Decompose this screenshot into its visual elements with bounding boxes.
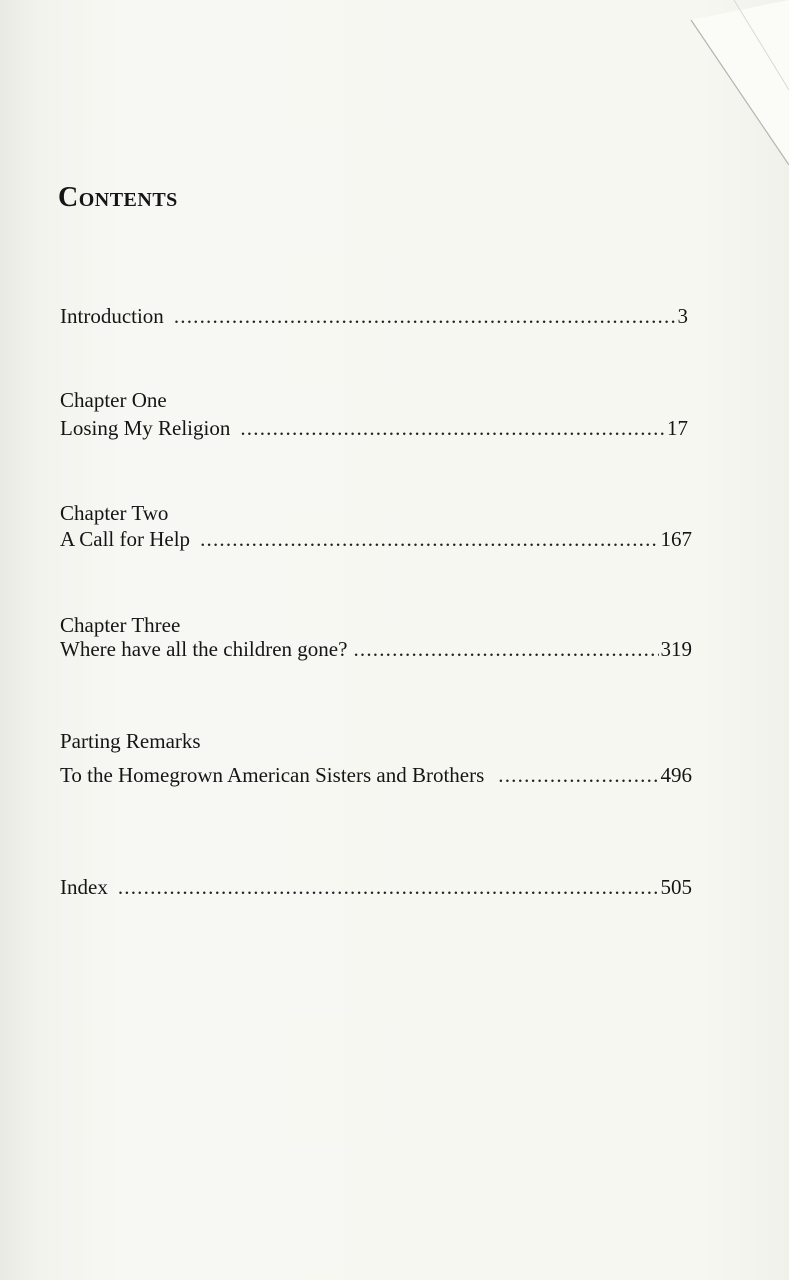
dot-leader — [353, 636, 658, 662]
toc-page-number: 505 — [660, 875, 692, 899]
toc-page-number: 496 — [660, 763, 692, 787]
toc-entry-label: Losing My Religion — [60, 416, 231, 440]
chapter-three-label: Chapter Three — [60, 613, 181, 637]
dot-leader — [118, 874, 659, 900]
dot-leader — [200, 526, 658, 552]
chapter-one-label: Chapter One — [60, 388, 167, 412]
toc-page-number: 17 — [667, 416, 688, 440]
parting-remarks-label: Parting Remarks — [60, 729, 201, 753]
toc-entry-chapter-three — [60, 636, 692, 662]
dot-leader — [498, 762, 658, 788]
page-corner-fold — [679, 0, 789, 165]
toc-page-number: 319 — [660, 637, 692, 661]
toc-entry-label: A Call for Help — [60, 527, 191, 551]
toc-page-number: 167 — [660, 527, 692, 551]
toc-entry-chapter-two — [60, 526, 692, 552]
toc-entry-label: Index — [60, 875, 108, 899]
page-title: Contents — [58, 182, 178, 213]
toc-entry-parting-remarks — [60, 762, 692, 788]
dot-leader — [174, 303, 676, 329]
toc-page-number: 3 — [677, 304, 688, 328]
dot-leader — [240, 415, 665, 441]
chapter-two-label: Chapter Two — [60, 501, 169, 525]
toc-entry-label: Where have all the children gone? — [60, 637, 348, 661]
toc-entry-chapter-one — [60, 415, 688, 441]
toc-entry-index — [60, 874, 692, 900]
toc-entry-label: To the Homegrown American Sisters and Brothers — [60, 763, 485, 787]
toc-entry-introduction — [60, 303, 688, 329]
toc-entry-label: Introduction — [60, 304, 164, 328]
